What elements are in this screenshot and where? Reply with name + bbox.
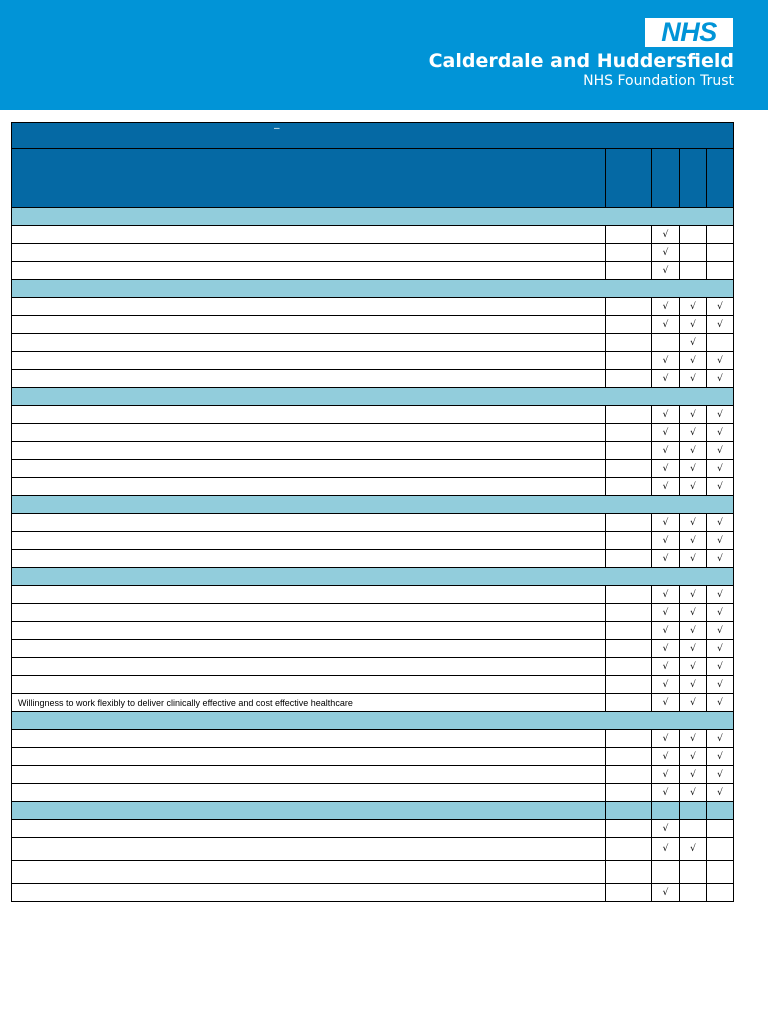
table-row: [12, 244, 734, 262]
checkmark-icon: √: [717, 697, 723, 708]
criteria-cell: [12, 748, 606, 766]
checkmark-icon: √: [662, 697, 669, 708]
tick-cell-4: [707, 514, 734, 532]
nhs-logo: NHS: [645, 18, 733, 47]
tick-cell-3: [680, 604, 707, 622]
tick-cell-2: [652, 658, 680, 676]
checkmark-icon: √: [662, 373, 669, 384]
tick-cell-1: [606, 406, 652, 424]
checkmark-icon: √: [717, 553, 723, 564]
trust-name: Calderdale and Huddersfield: [428, 50, 734, 72]
tick-cell-1: [606, 748, 652, 766]
section-header-cell: [12, 280, 734, 298]
tick-cell-3: [680, 478, 707, 496]
checkmark-icon: √: [690, 679, 696, 690]
section-header-cell: [12, 496, 734, 514]
table-row: [12, 784, 734, 802]
trust-subtitle: NHS Foundation Trust: [583, 73, 734, 89]
checkmark-icon: √: [690, 844, 696, 854]
tick-cell-3: [680, 226, 707, 244]
criteria-cell: [12, 861, 606, 884]
checkmark-icon: √: [690, 535, 696, 546]
tick-cell-4: [707, 442, 734, 460]
tick-cell-3: [680, 460, 707, 478]
criteria-cell: [12, 262, 606, 280]
tick-cell-2: [652, 478, 680, 496]
checkmark-icon: √: [690, 481, 696, 492]
tick-cell-2: [652, 244, 680, 262]
table-row: [12, 730, 734, 748]
tick-cell-4: [707, 676, 734, 694]
tick-cell-1: [606, 262, 652, 280]
table-row: [12, 861, 734, 884]
criteria-cell: [12, 226, 606, 244]
tick-cell-4: [707, 298, 734, 316]
tick-cell-1: [606, 694, 652, 712]
tick-cell-2: [652, 316, 680, 334]
tick-cell-3: [680, 514, 707, 532]
checkmark-icon: √: [717, 445, 723, 456]
criteria-cell: [12, 604, 606, 622]
criteria-cell: [12, 550, 606, 568]
section-header-row: [12, 280, 734, 298]
table-row: [12, 514, 734, 532]
person-specification-table: [11, 122, 734, 902]
checkmark-icon: √: [717, 373, 723, 384]
checkmark-icon: √: [690, 409, 696, 420]
tick-cell-1: [606, 784, 652, 802]
section-header-cell: [12, 712, 734, 730]
table-row: [12, 640, 734, 658]
table-row: [12, 316, 734, 334]
checkmark-icon: √: [717, 679, 723, 690]
table-row: [12, 658, 734, 676]
tick-cell-1: [606, 316, 652, 334]
tick-cell-2: [652, 406, 680, 424]
tick-cell-3: [680, 352, 707, 370]
checkmark-icon: √: [662, 481, 669, 492]
tick-cell-2: [652, 334, 680, 352]
checkmark-icon: √: [717, 787, 723, 798]
tick-cell-4: [707, 622, 734, 640]
checkmark-icon: √: [690, 553, 696, 564]
tick-cell-3: [680, 550, 707, 568]
tick-cell-2: [652, 676, 680, 694]
tick-cell-2: [652, 622, 680, 640]
tick-cell-2: [652, 226, 680, 244]
tick-cell-2: [652, 550, 680, 568]
checkmark-icon: √: [717, 607, 723, 618]
tick-cell-1: [606, 424, 652, 442]
tick-cell-1: [606, 478, 652, 496]
tick-cell-2: [652, 861, 680, 884]
checkmark-icon: √: [717, 427, 723, 438]
tick-cell-4: [707, 640, 734, 658]
section-header-row: [12, 496, 734, 514]
tick-cell-2: [652, 730, 680, 748]
tick-cell-1: [606, 370, 652, 388]
checkmark-icon: √: [690, 733, 696, 744]
tick-cell-4: [707, 861, 734, 884]
checkmark-icon: √: [690, 769, 696, 780]
table-row: [12, 766, 734, 784]
tick-cell-2: [652, 694, 680, 712]
tick-cell-2: [652, 820, 680, 838]
tick-cell-1: [606, 730, 652, 748]
checkmark-icon: √: [717, 481, 723, 492]
table-title-cell: [12, 123, 734, 149]
checkmark-icon: √: [690, 301, 696, 312]
table-row: [12, 838, 734, 861]
checkmark-icon: √: [690, 319, 696, 330]
checkmark-icon: √: [662, 229, 669, 240]
table-row: [12, 884, 734, 902]
tick-cell-1: [606, 861, 652, 884]
tick-cell-3: [680, 532, 707, 550]
table-title-row: [12, 123, 734, 149]
tick-cell-1: [606, 442, 652, 460]
tick-cell-1: [606, 622, 652, 640]
tick-cell-4: [707, 838, 734, 861]
tick-cell-4: [707, 730, 734, 748]
checkmark-icon: √: [717, 319, 723, 330]
checkmark-icon: √: [662, 535, 669, 546]
checkmark-icon: √: [717, 625, 723, 636]
tick-cell-1: [606, 658, 652, 676]
tick-cell-2: [652, 784, 680, 802]
criteria-cell: [12, 298, 606, 316]
tick-cell-4: [707, 406, 734, 424]
tick-cell-3: [680, 316, 707, 334]
tick-cell-3: [680, 884, 707, 902]
tick-cell-4: [707, 244, 734, 262]
table-row: [12, 334, 734, 352]
criteria-cell: [12, 784, 606, 802]
criteria-cell: [12, 838, 606, 861]
table-row: [12, 370, 734, 388]
tick-cell-3: [680, 622, 707, 640]
tick-cell-4: [707, 604, 734, 622]
tick-cell-4: [707, 226, 734, 244]
checkmark-icon: √: [717, 643, 723, 654]
table-row: [12, 622, 734, 640]
table-row: [12, 820, 734, 838]
tick-cell-4: [707, 424, 734, 442]
checkmark-icon: √: [690, 643, 696, 654]
criteria-cell: [12, 514, 606, 532]
tick-cell-3: [680, 730, 707, 748]
section-header-row: [12, 802, 734, 820]
header-cell-2: [652, 149, 680, 208]
criteria-cell: Willingness to work flexibly to deliver clinically effective and cost effective healthcare: [12, 694, 606, 712]
section-header-row: [12, 388, 734, 406]
tick-cell-1: [606, 550, 652, 568]
criteria-cell: [12, 460, 606, 478]
tick-cell-4: [707, 370, 734, 388]
checkmark-icon: √: [717, 751, 723, 762]
checkmark-icon: √: [717, 463, 723, 474]
table-row: [12, 676, 734, 694]
tick-cell-3: [680, 694, 707, 712]
section-header-cell: [12, 208, 734, 226]
tick-cell-1: [606, 298, 652, 316]
checkmark-icon: √: [662, 643, 669, 654]
section-header-cell-extra: [652, 802, 680, 820]
tick-cell-3: [680, 784, 707, 802]
tick-cell-1: [606, 640, 652, 658]
table-header-row: [12, 149, 734, 208]
tick-cell-1: [606, 766, 652, 784]
tick-cell-3: [680, 640, 707, 658]
tick-cell-2: [652, 586, 680, 604]
tick-cell-4: [707, 352, 734, 370]
tick-cell-3: [680, 676, 707, 694]
criteria-cell: [12, 316, 606, 334]
tick-cell-1: [606, 352, 652, 370]
section-header-cell: [12, 568, 734, 586]
checkmark-icon: √: [690, 661, 696, 672]
tick-cell-3: [680, 838, 707, 861]
header-cell-criteria: [12, 149, 606, 208]
checkmark-icon: √: [717, 661, 723, 672]
checkmark-icon: √: [662, 409, 669, 420]
table-row: [12, 550, 734, 568]
checkmark-icon: √: [717, 535, 723, 546]
tick-cell-2: [652, 748, 680, 766]
tick-cell-4: [707, 766, 734, 784]
checkmark-icon: √: [662, 517, 669, 528]
tick-cell-4: [707, 316, 734, 334]
tick-cell-3: [680, 262, 707, 280]
checkmark-icon: √: [717, 355, 723, 366]
section-header-cell: [12, 388, 734, 406]
checkmark-icon: √: [690, 751, 696, 762]
table-row: [12, 604, 734, 622]
checkmark-icon: √: [662, 589, 669, 600]
checkmark-icon: √: [662, 751, 669, 762]
header-cell-3: [680, 149, 707, 208]
checkmark-icon: √: [717, 301, 723, 312]
tick-cell-4: [707, 694, 734, 712]
table-row: [12, 262, 734, 280]
table-row: [12, 532, 734, 550]
checkmark-icon: √: [662, 844, 669, 854]
tick-cell-3: [680, 442, 707, 460]
table-row: [12, 478, 734, 496]
table-row: [12, 352, 734, 370]
criteria-cell: [12, 658, 606, 676]
tick-cell-3: [680, 748, 707, 766]
checkmark-icon: √: [662, 733, 669, 744]
criteria-cell: [12, 532, 606, 550]
tick-cell-4: [707, 586, 734, 604]
checkmark-icon: √: [690, 589, 696, 600]
checkmark-icon: √: [717, 517, 723, 528]
table-row: [12, 442, 734, 460]
criteria-cell: [12, 244, 606, 262]
checkmark-icon: √: [690, 697, 696, 708]
checkmark-icon: √: [690, 337, 696, 348]
table-row: [12, 694, 734, 712]
header-banner: [0, 0, 768, 110]
checkmark-icon: √: [717, 589, 723, 600]
criteria-cell: [12, 586, 606, 604]
checkmark-icon: √: [662, 661, 669, 672]
table-row: [12, 298, 734, 316]
table-row: [12, 748, 734, 766]
tick-cell-1: [606, 334, 652, 352]
tick-cell-1: [606, 226, 652, 244]
tick-cell-3: [680, 766, 707, 784]
checkmark-icon: √: [662, 319, 669, 330]
checkmark-icon: √: [662, 445, 669, 456]
table-row: [12, 226, 734, 244]
checkmark-icon: √: [662, 301, 669, 312]
criteria-cell: [12, 766, 606, 784]
tick-cell-4: [707, 884, 734, 902]
table-row: [12, 406, 734, 424]
header-cell-1: [606, 149, 652, 208]
criteria-cell: [12, 676, 606, 694]
criteria-cell: [12, 884, 606, 902]
checkmark-icon: √: [662, 553, 669, 564]
checkmark-icon: √: [690, 787, 696, 798]
checkmark-icon: √: [690, 445, 696, 456]
criteria-cell: [12, 478, 606, 496]
checkmark-icon: √: [662, 769, 669, 780]
criteria-cell: [12, 370, 606, 388]
section-header-cell: [12, 802, 606, 820]
header-cell-4: [707, 149, 734, 208]
tick-cell-3: [680, 334, 707, 352]
tick-cell-4: [707, 784, 734, 802]
tick-cell-3: [680, 406, 707, 424]
criteria-cell: [12, 622, 606, 640]
tick-cell-3: [680, 298, 707, 316]
tick-cell-2: [652, 514, 680, 532]
tick-cell-2: [652, 298, 680, 316]
tick-cell-4: [707, 460, 734, 478]
tick-cell-4: [707, 748, 734, 766]
checkmark-icon: √: [690, 427, 696, 438]
tick-cell-3: [680, 424, 707, 442]
tick-cell-1: [606, 838, 652, 861]
tick-cell-4: [707, 478, 734, 496]
tick-cell-4: [707, 532, 734, 550]
tick-cell-1: [606, 884, 652, 902]
checkmark-icon: √: [662, 887, 669, 898]
section-header-cell-extra: [606, 802, 652, 820]
checkmark-icon: √: [717, 733, 723, 744]
checkmark-icon: √: [690, 625, 696, 636]
tick-cell-1: [606, 532, 652, 550]
section-header-row: [12, 712, 734, 730]
tick-cell-4: [707, 550, 734, 568]
criteria-cell: [12, 424, 606, 442]
tick-cell-4: [707, 262, 734, 280]
checkmark-icon: √: [662, 247, 669, 258]
section-header-row: [12, 568, 734, 586]
checkmark-icon: √: [662, 607, 669, 618]
checkmark-icon: √: [717, 409, 723, 420]
tick-cell-3: [680, 370, 707, 388]
section-header-row: [12, 208, 734, 226]
table-row: [12, 424, 734, 442]
table-title: –: [274, 123, 280, 134]
tick-cell-3: [680, 658, 707, 676]
tick-cell-1: [606, 604, 652, 622]
tick-cell-2: [652, 370, 680, 388]
checkmark-icon: √: [690, 373, 696, 384]
checkmark-icon: √: [717, 769, 723, 780]
checkmark-icon: √: [690, 517, 696, 528]
criteria-cell: [12, 406, 606, 424]
criteria-cell: [12, 730, 606, 748]
checkmark-icon: √: [690, 355, 696, 366]
tick-cell-1: [606, 460, 652, 478]
checkmark-icon: √: [662, 679, 669, 690]
tick-cell-2: [652, 640, 680, 658]
checkmark-icon: √: [662, 823, 669, 834]
criteria-cell: [12, 820, 606, 838]
criteria-cell: [12, 352, 606, 370]
tick-cell-2: [652, 766, 680, 784]
tick-cell-1: [606, 514, 652, 532]
checkmark-icon: √: [690, 463, 696, 474]
checkmark-icon: √: [662, 625, 669, 636]
tick-cell-4: [707, 820, 734, 838]
tick-cell-3: [680, 244, 707, 262]
tick-cell-2: [652, 262, 680, 280]
checkmark-icon: √: [662, 265, 669, 276]
tick-cell-2: [652, 424, 680, 442]
tick-cell-1: [606, 820, 652, 838]
tick-cell-2: [652, 604, 680, 622]
section-header-cell-extra: [707, 802, 734, 820]
tick-cell-3: [680, 586, 707, 604]
table-row: [12, 586, 734, 604]
criteria-cell: [12, 442, 606, 460]
checkmark-icon: √: [662, 787, 669, 798]
table-row: [12, 460, 734, 478]
tick-cell-4: [707, 334, 734, 352]
tick-cell-2: [652, 838, 680, 861]
tick-cell-3: [680, 820, 707, 838]
checkmark-icon: √: [662, 463, 669, 474]
section-header-cell-extra: [680, 802, 707, 820]
criteria-cell: [12, 334, 606, 352]
tick-cell-2: [652, 442, 680, 460]
checkmark-icon: √: [690, 607, 696, 618]
tick-cell-2: [652, 460, 680, 478]
checkmark-icon: √: [662, 427, 669, 438]
tick-cell-2: [652, 352, 680, 370]
tick-cell-3: [680, 861, 707, 884]
tick-cell-2: [652, 884, 680, 902]
tick-cell-2: [652, 532, 680, 550]
criteria-cell: [12, 640, 606, 658]
tick-cell-1: [606, 586, 652, 604]
tick-cell-4: [707, 658, 734, 676]
tick-cell-1: [606, 244, 652, 262]
tick-cell-1: [606, 676, 652, 694]
checkmark-icon: √: [662, 355, 669, 366]
